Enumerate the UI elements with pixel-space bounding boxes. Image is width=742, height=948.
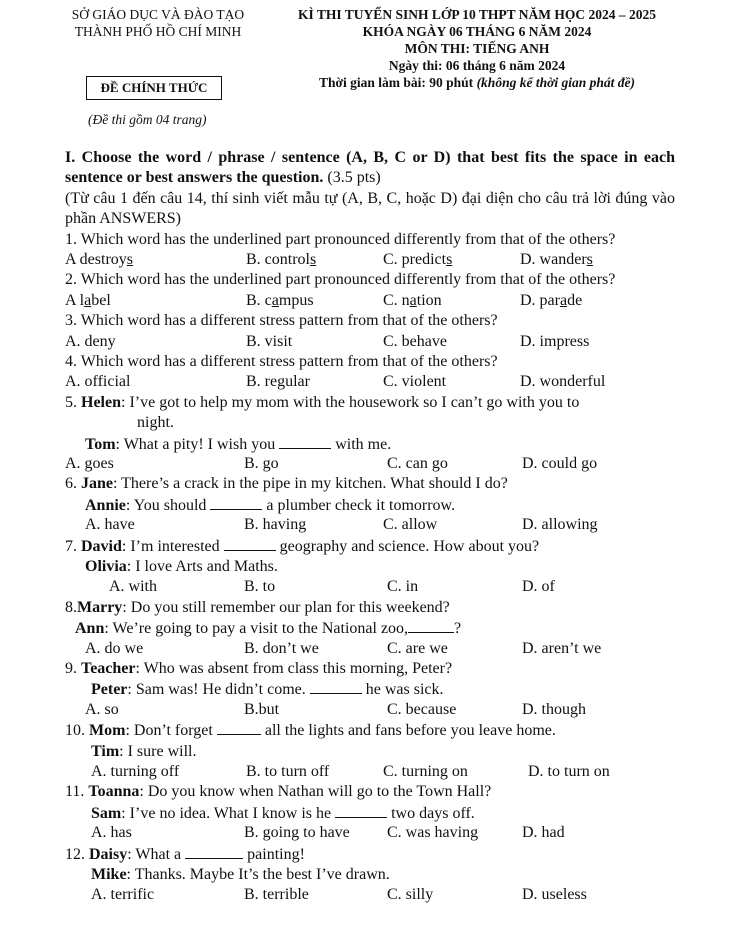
option-b: B. don’t we	[244, 639, 319, 657]
option-a: A label	[65, 291, 111, 309]
answer-blank	[224, 536, 276, 551]
speaker: Mike	[91, 865, 127, 883]
exam-subject: MÔN THI: TIẾNG ANH	[404, 41, 550, 56]
option-b: B. terrible	[244, 886, 309, 904]
question-6-reply: Annie: You should a plumber check it tomorrow.	[85, 496, 456, 514]
answer-blank	[335, 803, 387, 818]
question-5: 5. Helen: I’ve got to help my mom with the housework so I can’t go with you to	[65, 393, 580, 411]
option-a: A. so	[85, 700, 119, 718]
option-c: C. violent	[383, 373, 447, 391]
exam-session: KHÓA NGÀY 06 THÁNG 6 NĂM 2024	[362, 24, 592, 39]
option-a: A. goes	[65, 455, 114, 472]
question-7-options	[65, 577, 675, 597]
question-3-options	[65, 332, 675, 352]
option-b: B. to turn off	[246, 762, 330, 780]
option-a: A. with	[109, 578, 157, 596]
option-d: D. useless	[522, 886, 587, 904]
option-a: A. turning off	[91, 762, 180, 780]
option-b: B. go	[244, 455, 279, 472]
option-d: D. could go	[522, 455, 598, 472]
question-6-options	[65, 515, 675, 535]
speaker: Peter	[91, 681, 128, 699]
option-d: D. parade	[520, 291, 583, 309]
option-b: B. to	[244, 578, 276, 596]
speaker: Teacher	[81, 659, 136, 677]
speaker: Tom	[85, 435, 116, 453]
question-9-reply: Peter: Sam was! He didn’t come. he was sick.	[91, 681, 444, 699]
question-3: 3. Which word has a different stress pattern from that of the others?	[65, 312, 498, 330]
exam-date: Ngày thi: 06 tháng 6 năm 2024	[388, 58, 566, 73]
question-5-continuation: night.	[137, 414, 174, 432]
question-10: 10. Mom: Don’t forget all the lights and fans before you leave home.	[65, 722, 556, 740]
option-a: A. deny	[65, 332, 116, 350]
question-10-reply: Tim: I sure will.	[91, 742, 197, 760]
question-11-reply: Sam: I’ve no idea. What I know is he two days off.	[91, 804, 475, 822]
option-d: D. had	[522, 824, 565, 842]
answer-blank	[408, 618, 454, 633]
option-d: D. to turn on	[528, 762, 610, 780]
option-b: B. campus	[246, 291, 314, 309]
speaker: Jane	[81, 475, 113, 493]
question-4-options	[65, 372, 675, 392]
section-points: (3.5 pts)	[323, 169, 381, 187]
question-8-options	[65, 639, 675, 659]
speaker: Annie	[85, 496, 126, 514]
answer-blank	[310, 679, 362, 694]
option-c: C. in	[387, 578, 419, 596]
option-d: D. though	[522, 700, 586, 718]
question-5-options	[65, 454, 675, 474]
speaker: Olivia	[85, 557, 127, 575]
answer-blank	[279, 434, 331, 449]
speaker: David	[81, 537, 122, 555]
option-b: B. visit	[246, 332, 293, 350]
department-header	[52, 6, 264, 40]
option-d: D. aren’t we	[522, 639, 602, 657]
option-d: D. of	[522, 578, 555, 596]
exam-duration	[262, 74, 692, 91]
option-a: A. has	[91, 824, 132, 842]
duration-note: (không kể thời gian phát đề)	[476, 75, 635, 90]
option-d: D. wanders	[520, 251, 593, 269]
speaker: Marry	[77, 598, 123, 616]
exam-header	[262, 6, 692, 91]
option-b: B. controls	[246, 251, 317, 269]
option-b: B. regular	[246, 373, 310, 391]
question-1-options	[65, 250, 675, 270]
option-c: C. allow	[383, 516, 438, 534]
option-a: A. do we	[85, 639, 144, 657]
question-12-options	[65, 885, 675, 905]
speaker: Mom	[89, 722, 126, 740]
option-b: B. going to have	[244, 824, 350, 842]
option-c: C. behave	[383, 332, 447, 350]
option-c: C. can go	[387, 455, 448, 472]
section-instruction: (Từ câu 1 đến câu 14, thí sinh viết mẫu tự (A, B, C, hoặc D) đại diện cho câu trả lời đúng vào phần ANSWERS)	[65, 189, 675, 228]
question-12-reply: Mike: Thanks. Maybe It’s the best I’ve drawn.	[91, 865, 390, 883]
option-c: C. predicts	[383, 251, 453, 269]
speaker: Sam	[91, 804, 122, 822]
pages-note: (Đề thi gồm 04 trang)	[88, 112, 207, 127]
option-b: B. having	[244, 516, 307, 534]
section-title	[65, 148, 675, 189]
option-a: A. have	[85, 516, 135, 534]
department-name: SỞ GIÁO DỤC VÀ ĐÀO TẠO	[71, 7, 245, 22]
answer-blank	[217, 720, 261, 735]
question-1: 1. Which word has the underlined part pronounced differently from that of the others?	[65, 230, 616, 248]
speaker: Helen	[81, 393, 121, 411]
question-12: 12. Daisy: What a painting!	[65, 845, 305, 863]
exam-title: KÌ THI TUYỂN SINH LỚP 10 THPT NĂM HỌC 2024 – 2025	[298, 7, 656, 22]
option-a: A. terrific	[91, 886, 155, 904]
official-exam-box: ĐỀ CHÍNH THỨC	[86, 76, 222, 100]
question-10-options	[65, 762, 675, 782]
city-name: THÀNH PHỐ HỒ CHÍ MINH	[74, 24, 242, 39]
option-c: C. turning on	[383, 762, 468, 780]
question-7-reply: Olivia: I love Arts and Maths.	[85, 557, 278, 575]
speaker: Ann	[75, 620, 105, 638]
option-d: D. wonderful	[520, 373, 606, 391]
answer-blank	[185, 844, 243, 859]
option-c: C. was having	[387, 824, 479, 842]
option-a: A destroys	[65, 251, 134, 269]
option-c: C. because	[387, 700, 457, 718]
speaker: Daisy	[89, 845, 128, 863]
question-4: 4. Which word has a different stress pattern from that of the others?	[65, 353, 498, 371]
option-c: C. silly	[387, 886, 434, 904]
question-8-reply: Ann: We’re going to pay a visit to the National zoo, ?	[75, 620, 462, 638]
answer-blank	[210, 495, 262, 510]
exam-content	[65, 148, 675, 906]
question-2: 2. Which word has the underlined part pronounced differently from that of the others?	[65, 271, 616, 289]
option-a: A. official	[65, 373, 131, 391]
option-c: C. are we	[387, 639, 448, 657]
question-6: 6. Jane: There’s a crack in the pipe in my kitchen. What should I do?	[65, 475, 508, 493]
question-8: 8.Marry: Do you still remember our plan for this weekend?	[65, 598, 450, 616]
question-9-options	[65, 700, 675, 720]
section-title-text: I. Choose the word / phrase / sentence (A, B, C or D) that best fits the space in each sentence or best answers the question.	[65, 149, 675, 187]
question-11-options	[65, 823, 675, 843]
option-b: B.but	[244, 700, 280, 718]
question-9: 9. Teacher: Who was absent from class this morning, Peter?	[65, 659, 453, 677]
duration-label: Thời gian làm bài: 90 phút	[319, 75, 474, 90]
option-d: D. impress	[520, 332, 590, 350]
speaker: Tim	[91, 742, 120, 760]
question-5-reply: Tom: What a pity! I wish you with me.	[85, 435, 392, 453]
question-2-options	[65, 291, 675, 311]
speaker: Toanna	[88, 783, 140, 801]
question-11: 11. Toanna: Do you know when Nathan will go to the Town Hall?	[65, 783, 492, 801]
question-7: 7. David: I’m interested geography and science. How about you?	[65, 537, 540, 555]
option-c: C. nation	[383, 291, 442, 309]
option-d: D. allowing	[522, 516, 598, 534]
